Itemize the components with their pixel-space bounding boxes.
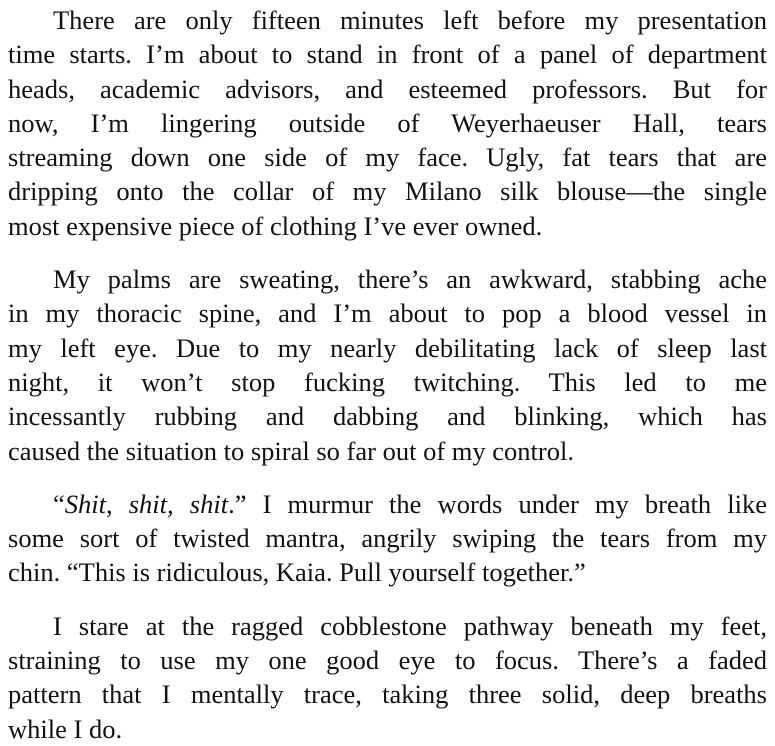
paragraph-3 [8,487,767,590]
text-line: most expensive piece of clothing I’ve ever owned. [8,210,543,241]
text-line: caused the situation to spiral so far out of my control. [8,435,574,466]
text-line: in my thoracic spine, and I’m about to pop a blood vessel in [8,298,767,329]
line-rest: .” I murmur the words under my breath like [228,488,767,519]
text-line: some sort of twisted mantra, angrily swiping the tears from my [8,523,767,554]
text-line: heads, academic advisors, and esteemed professors. But for [8,73,767,104]
text-line: My palms are sweating, there’s an awkward, stabbing ache [53,264,767,295]
text-line: night, it won’t stop fucking twitching. This led to me [8,366,767,397]
text-line: while I do. [8,713,123,744]
text-line: my left eye. Due to my nearly debilitating lack of sleep last [8,332,767,363]
text-line [8,487,767,521]
open-quote: “ [53,488,65,519]
text-line: streaming down one side of my face. Ugly, fat tears that are [8,142,767,173]
text-line: There are only fifteen minutes left before my presentation [53,5,767,35]
text-line: dripping onto the collar of my Milano silk blouse—the single [8,176,767,207]
italic-phrase: Shit, shit, shit [64,488,229,519]
text-line: I stare at the ragged cobblestone pathway beneath my feet, [53,610,767,641]
text-line: now, I’m lingering outside of Weyerhaeuser Hall, tears [8,107,767,138]
text-line: chin. “This is ridiculous, Kaia. Pull yourself together.” [8,557,586,588]
text-line: pattern that I mentally trace, taking three solid, deep breaths [8,679,767,710]
paragraph-2 [8,262,767,468]
text-line: incessantly rubbing and dabbing and blinking, which has [8,401,767,432]
text-line: straining to use my one good eye to focus. There’s a faded [8,645,767,676]
paragraph-4 [8,609,767,746]
text-line: time starts. I’m about to stand in front of a panel of department [8,39,767,70]
paragraph-1 [8,3,767,243]
